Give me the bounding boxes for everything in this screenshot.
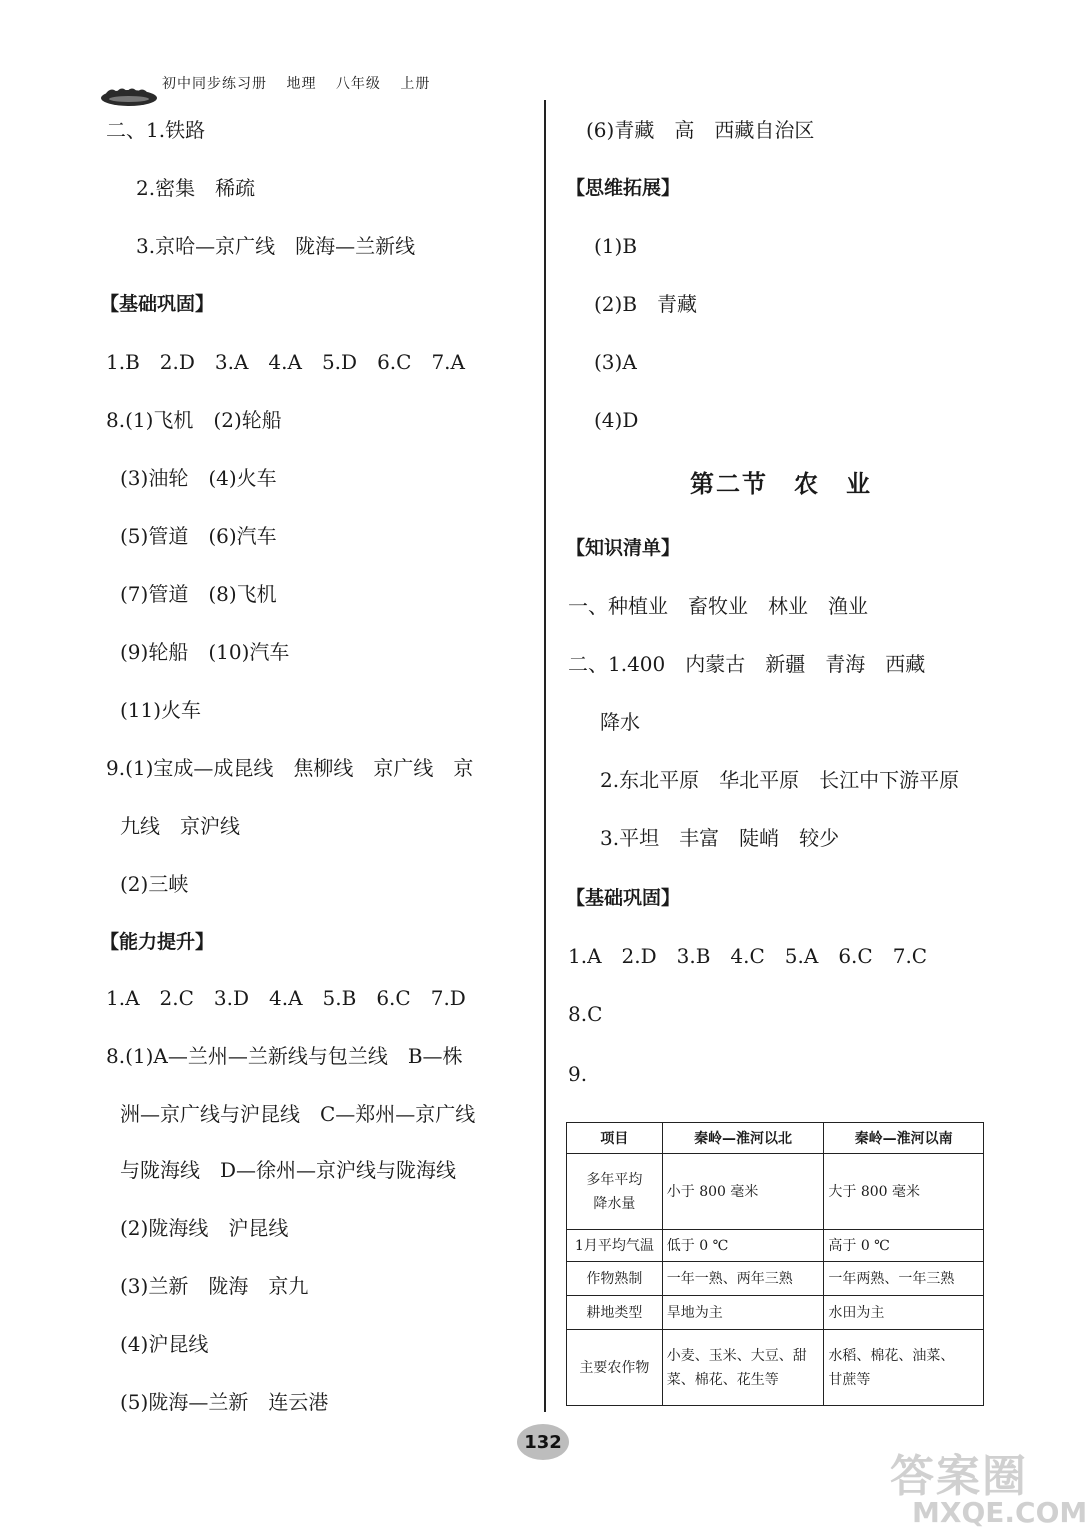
cell-text-line: 甘蔗等 [828, 1371, 871, 1388]
watermark [890, 1440, 1087, 1530]
answer-line: 2.密集 稀疏 [136, 176, 256, 200]
answer-line: (11)火车 [120, 698, 202, 722]
cell-text-line: 降水量 [593, 1195, 636, 1212]
answer-line: 3.京哈—京广线 陇海—兰新线 [136, 234, 416, 258]
cell-text-line: 低于 0 ℃ [666, 1237, 729, 1254]
watermark-main: 答案圈 [890, 1451, 1028, 1502]
cell-text-line: 作物熟制 [586, 1270, 643, 1287]
section-heading: 【知识清单】 [566, 537, 681, 559]
answer-line: (2)三峡 [120, 872, 189, 896]
table-cell-north [662, 1262, 824, 1296]
answer-line: 1.A 2.C 3.D 4.A 5.B 6.C 7.D [106, 986, 466, 1010]
answer-line: (7)管道 (8)飞机 [120, 582, 277, 606]
cell-text-line: 小麦、玉米、大豆、甜 [666, 1347, 807, 1364]
answer-line: (2)B 青藏 [594, 292, 698, 316]
answer-line: 8.(1)A—兰州—兰新线与包兰线 B—株 [106, 1044, 463, 1068]
answer-line: 降水 [600, 710, 640, 734]
answer-line: 9. [568, 1062, 588, 1086]
answer-line: (2)陇海线 沪昆线 [120, 1216, 289, 1240]
answer-line: (3)兰新 陇海 京九 [120, 1274, 309, 1298]
table-cell-south [824, 1154, 984, 1230]
table-cell-north [662, 1330, 824, 1406]
table-row [567, 1262, 984, 1296]
section-title: 第二节 农 业 [690, 470, 872, 498]
answer-line: 与陇海线 D—徐州—京沪线与陇海线 [120, 1158, 457, 1182]
answer-line: 3.平坦 丰富 陡峭 较少 [600, 826, 840, 850]
table-cell-label [567, 1296, 663, 1330]
agriculture-comparison-table [566, 1122, 984, 1406]
answer-line: (3)A [594, 350, 637, 374]
table-row [567, 1296, 984, 1330]
answer-line: 一、种植业 畜牧业 林业 渔业 [568, 594, 868, 618]
answer-line: (3)油轮 (4)火车 [120, 466, 277, 490]
cell-text-line: 水田为主 [828, 1304, 885, 1321]
table-cell-north [662, 1230, 824, 1262]
table-header-row [567, 1123, 984, 1154]
table-row [567, 1154, 984, 1230]
page-number-badge [517, 1424, 569, 1460]
table-cell-north [662, 1154, 824, 1230]
answer-line: (4)沪昆线 [120, 1332, 209, 1356]
table-cell-south [824, 1230, 984, 1262]
answer-line: (9)轮船 (10)汽车 [120, 640, 290, 664]
header-grade: 八年级 [335, 76, 381, 92]
table-row [567, 1230, 984, 1262]
page-number: 132 [524, 1431, 562, 1453]
answer-line: (6)青藏 高 西藏自治区 [586, 118, 815, 142]
table-cell-south [824, 1330, 984, 1406]
table-cell-south [824, 1296, 984, 1330]
cell-text-line: 旱地为主 [666, 1304, 723, 1321]
cell-text-line: 高于 0 ℃ [828, 1237, 890, 1254]
answer-line: 8.(1)飞机 (2)轮船 [106, 408, 282, 432]
cell-text-line: 水稻、棉花、油菜、 [828, 1347, 955, 1364]
table-header-cell: 秦岭—淮河以南 [824, 1123, 984, 1154]
table-cell-label [567, 1262, 663, 1296]
header-text [162, 73, 444, 93]
cell-text-line: 一年两熟、一年三熟 [828, 1270, 955, 1287]
answer-line: 2.东北平原 华北平原 长江中下游平原 [600, 768, 960, 792]
cell-text-line: 主要农作物 [579, 1359, 650, 1376]
table-cell-label [567, 1154, 663, 1230]
header-subject: 地理 [286, 76, 317, 92]
cell-text-line: 菜、棉花、花生等 [666, 1371, 779, 1388]
answer-line: 8.C [568, 1002, 603, 1026]
answer-line: 1.B 2.D 3.A 4.A 5.D 6.C 7.A [106, 350, 465, 374]
answer-line: 二、1.铁路 [106, 118, 206, 142]
section-heading: 【思维拓展】 [566, 177, 681, 199]
answer-line: 1.A 2.D 3.B 4.C 5.A 6.C 7.C [568, 944, 928, 968]
answer-line: (5)管道 (6)汽车 [120, 524, 277, 548]
answer-line: 洲—京广线与沪昆线 C—郑州—京广线 [120, 1102, 476, 1126]
watermark-sub: MXQE.COM [912, 1496, 1087, 1529]
section-heading: 【能力提升】 [100, 931, 215, 953]
table-cell-south [824, 1262, 984, 1296]
header-volume: 上册 [400, 76, 431, 92]
cell-text-line: 耕地类型 [586, 1304, 643, 1321]
answer-line: (5)陇海—兰新 连云港 [120, 1390, 329, 1414]
answer-line: 九线 京沪线 [120, 814, 240, 838]
answer-line: 9.(1)宝成—成昆线 焦柳线 京广线 京 [106, 756, 474, 780]
table-header-cell: 项目 [567, 1123, 663, 1154]
cell-text-line: 大于 800 毫米 [828, 1183, 920, 1200]
table-cell-north [662, 1296, 824, 1330]
cell-text-line: 1月平均气温 [574, 1237, 654, 1254]
table-cell-label [567, 1230, 663, 1262]
column-divider [544, 100, 546, 1412]
answer-line: (4)D [594, 408, 639, 432]
answer-line: (1)B [594, 234, 638, 258]
book-logo-icon [100, 84, 158, 106]
header-book-title: 初中同步练习册 [162, 76, 267, 92]
table-cell-label [567, 1330, 663, 1406]
section-heading: 【基础巩固】 [100, 293, 215, 315]
answer-line: 二、1.400 内蒙古 新疆 青海 西藏 [568, 652, 926, 676]
cell-text-line: 多年平均 [586, 1171, 643, 1188]
table-header-cell: 秦岭—淮河以北 [662, 1123, 824, 1154]
cell-text-line: 小于 800 毫米 [666, 1183, 759, 1200]
cell-text-line: 一年一熟、两年三熟 [666, 1270, 793, 1287]
section-heading: 【基础巩固】 [566, 887, 681, 909]
table-row [567, 1330, 984, 1406]
